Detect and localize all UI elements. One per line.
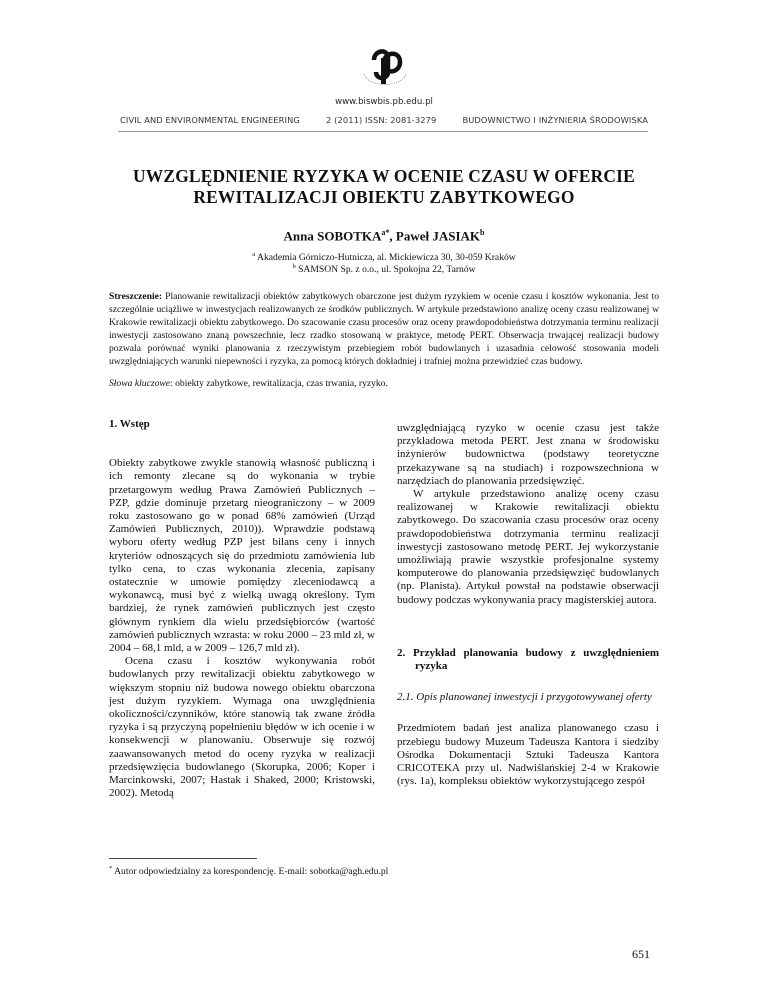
footnote-divider xyxy=(109,858,257,859)
title-line-2: REWITALIZACJI OBIEKTU ZABYTKOWEGO xyxy=(193,187,575,207)
section-2-heading: 2. Przykład planowania budowy z uwzględnieniem ryzyka xyxy=(397,646,659,673)
right-column xyxy=(397,422,659,788)
university-logo xyxy=(358,44,412,94)
keywords-text: : obiekty zabytkowe, rewitalizacja, czas trwania, ryzyko. xyxy=(170,378,388,389)
footnote: * Autor odpowiedzialny za korespondencję. E-mail: sobotka@agh.edu.pl xyxy=(109,865,389,878)
section-2-paragraph-1: Przedmiotem badań jest analiza planowanego czasu i przebiegu budowy Muzeum Tadeusza Kantora i siedziby Ośrodka Dokumentacji Sztuki Tadeusza Kantora CRICOTEKA przy ul. Nadwiślańskiej 2-4 w Krakowie (rys. 1a), kompleksu obiektów wykorzystującego zespół xyxy=(397,722,659,788)
journal-name-en: CIVIL AND ENVIRONMENTAL ENGINEERING xyxy=(120,115,300,125)
section-1-paragraph-3: uwzględniającą ryzyko w ocenie czasu jest także przykładowa metoda PERT. Jest znana w środowisku inżynierów budownictwa (podstawy teoretyczne przekazywane są na studiach) i rozpowszechniona w narzędziach do planowania przedsięwzięć. xyxy=(397,422,659,487)
section-1-paragraph-2: Ocena czasu i kosztów wykonywania robót budowlanych przy rewitalizacji obiektu zabytkowego w większym stopniu niż budowa nowego obiektu obarczona jest dużym ryzykiem. Wymaga ona uwzględnienia okoliczności/czynników, które stanowią tak zwane źródła ryzyka i są przyczyną popełnieniu błędów w ich ocenie i w konsekwencji w planowaniu. Obserwuje się rozwój zaawansowanych metod do oceny ryzyka w realizacji przedsięwzięcia budowlanego (Skorupka, 2006; Koper i Marcinkowski, 2007; Hastak i Shaked, 2000; Kristowski, 2002). Metodą xyxy=(109,655,375,800)
abstract-text: Planowanie rewitalizacji obiektów zabytkowych obarczone jest dużym ryzykiem w ocenie czasu i kosztów wykonania. Jest to szczególnie uciążliwe w inwestycjach realizowanych ze środków publicznych. W artykule przedstawiono analizę oceny czasu realizowanej w Krakowie rewitalizacji obiektu zabytkowego. Do szacowanie czasu procesów oraz oceny prawdopodobieństwa dotrzymania terminu realizacji inwestycji zastosowano znaną powszechnie, lecz rzadko stosowaną w praktyce, metodę PERT. Obserwacja trwającej realizacji budowy pozwala porównać wyniki planowania z rzeczywistym przebiegiem robót budowlanych i uzasadnia celowość stosowania modeli uwzględniających warunki niepewności i ryzyka, za pomocą których dokładniej i trafniej można przewidzieć czas budowy. xyxy=(109,291,659,368)
author-1-mark: a* xyxy=(381,228,390,237)
keywords-label: Słowa kluczowe xyxy=(109,378,171,389)
author-separator: , xyxy=(389,228,396,244)
section-1-paragraph-4: W artykule przedstawiono analizę oceny czasu realizowanej w Krakowie rewitalizacji obiektu zabytkowego. Do szacowania czasu procesów oraz oceny prawdopodobieństwa dotrzymania terminu realizacji inwestycji zastosowano metodę PERT. Jej wykorzystanie umożliwiają prawie wszystkie profesjonalne systemy komputerowe do planowania przedsięwzięć budowlanych (np. Planista). Artykuł powstał na podstawie obserwacji budowy podczas wykonywania pracy magisterskiej autora. xyxy=(397,488,659,606)
journal-url[interactable]: www.biswbis.pb.edu.pl xyxy=(335,97,433,107)
abstract xyxy=(109,290,659,369)
author-2-mark: b xyxy=(480,228,485,237)
affiliation-a: $^a$ Akademia Górniczo-Hutnicza, al. Mickiewicza 30, 30-059 Kraków xyxy=(252,251,516,264)
page-number: 651 xyxy=(632,947,650,961)
left-column xyxy=(109,418,375,800)
author-1: Anna SOBOTKA xyxy=(283,228,382,244)
title-line-1: UWZGLĘDNIENIE RYZYKA W OCENIE CZASU W OFERCIE xyxy=(133,166,635,186)
keywords xyxy=(109,378,659,389)
header-divider xyxy=(118,131,648,132)
section-2-1-heading: 2.1. Opis planowanej inwestycji i przygotowywanej oferty xyxy=(397,691,652,704)
section-1-heading: 1. Wstęp xyxy=(109,418,150,430)
author-list xyxy=(0,228,768,244)
section-1-paragraph-1: Obiekty zabytkowe zwykle stanowią własność publiczną i ich remonty zlecane są do wykonania w trybie przetargowym według Prawa Zamówień Publicznych – PZP, gdzie dominuje przetarg nieograniczony – w 2009 roku zastosowano go w ponad 68% zamówień (Urząd Zamówień Publicznych, 2010)). Wprawdzie podstawą wyboru oferty według PZP jest bilans ceny i innych kryteriów odnoszących się do przedmiotu zamówienia lub tylko cena, to czas wykonania zlecenia, zapisany ostatecznie w umowie pomiędzy zleceniodawcą a wykonawcą, musi być z wielką uwagą określony. Tym bardziej, że rynek zamówień publicznych jest często głównym rynkiem dla wielu przedsiębiorców (wartość zamówień publicznych wzrasta: w roku 2000 – 23 mld zł, w 2004 – 68,1 mld, a w 2009 – 126,7 mld zł). xyxy=(109,457,375,655)
paper-title xyxy=(80,166,688,208)
abstract-label: Streszczenie: xyxy=(109,291,163,302)
journal-issue: 2 (2011) ISSN: 2081-3279 xyxy=(326,115,437,125)
author-2: Paweł JASIAK xyxy=(395,228,481,244)
affiliation-b: $^b$ SAMSON Sp. z o.o., ul. Spokojna 22, Tarnów xyxy=(292,263,476,276)
journal-name-pl: BUDOWNICTWO I INŻYNIERIA ŚRODOWISKA xyxy=(462,115,648,125)
